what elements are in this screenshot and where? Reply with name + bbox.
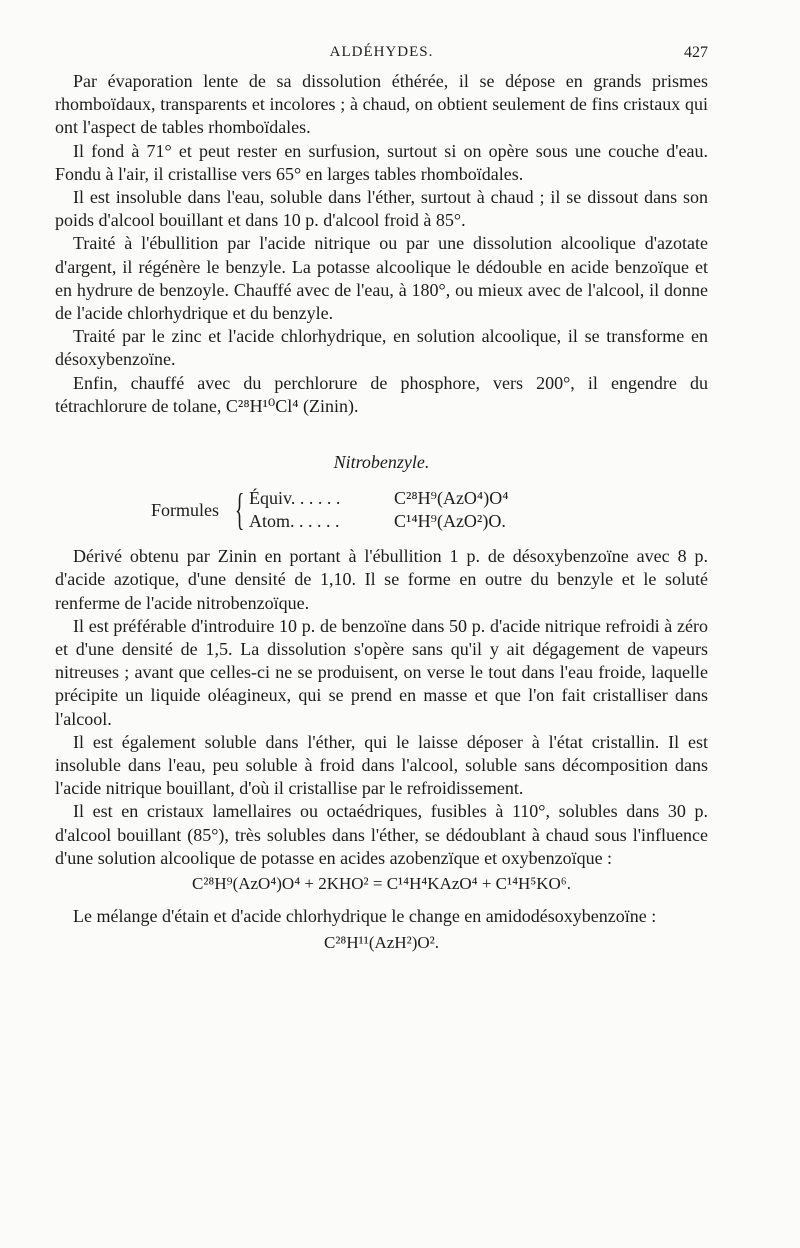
formula-label: Formules: [151, 499, 220, 520]
running-title: ALDÉHYDES.: [329, 44, 434, 60]
body-text: [55, 70, 708, 964]
paragraph: Par évaporation lente de sa dissolution éthérée, il se dépose en grands prismes rhomboïdaux, transparents et incolores ; à chaud, on obtient seulement de fins cristaux qui ont l'aspect de tables rhomboïdales.: [55, 71, 708, 138]
paragraph: Le mélange d'étain et d'acide chlorhydrique le change en amidodésoxybenzoïne :: [73, 906, 657, 927]
paragraph: Il est insoluble dans l'eau, soluble dans l'éther, surtout à chaud ; il se dissout dans son poids d'alcool bouillant et dans 10 p. d'alcool froid à 85°.: [55, 187, 708, 231]
brace-icon: {: [234, 485, 245, 535]
paragraph: Traité à l'ébullition par l'acide nitrique ou par une dissolution alcoolique d'azotate d'argent, il régénère le benzyle. La potasse alcoolique le dédouble en acide benzoïque et en hydrure de benzoyle. Chauffé avec de l'eau, à 180°, ou mieux avec de l'alcool, il donne de l'acide chlorhydrique et du benzyle.: [55, 233, 708, 324]
formula-block: [151, 485, 708, 535]
formula-row-label: Atom. . . . . .: [249, 511, 340, 532]
paragraph: Il est en cristaux lamellaires ou octaédriques, fusibles à 110°, solubles dans 30 p. d'alcool bouillant (85°), très solubles dans l'éther, se dédoublant à chaud sous l'influence d'une solution alcoolique de potasse en acides azobenzïque et oxybenzoïque :: [55, 801, 708, 868]
formula-row-value: C²⁸H⁹(AzO⁴)O⁴: [394, 488, 509, 509]
chemical-formula: C²⁸H¹¹(AzH²)O².: [324, 932, 439, 952]
running-header: [55, 44, 708, 66]
paragraph: Traité par le zinc et l'acide chlorhydrique, en solution alcoolique, il se transforme en désoxybenzoïne.: [55, 326, 708, 370]
formula-row-label: Équiv. . . . . .: [249, 488, 341, 509]
formula-rows: [249, 487, 508, 533]
formula-row-equiv: [249, 487, 508, 510]
paragraph: Dérivé obtenu par Zinin en portant à l'ébullition 1 p. de désoxybenzoïne avec 8 p. d'acide azotique, d'une densité de 1,10. Il se forme en outre du benzyle et le soluté renferme de l'acide nitrobenzoïque.: [55, 546, 708, 613]
paragraph: Il est préférable d'introduire 10 p. de benzoïne dans 50 p. d'acide nitrique refroidi à zéro et d'une densité de 1,5. La dissolution s'opère sans qu'il y ait dégagement de vapeurs nitreuses ; avant que celles-ci ne se produisent, on verse le tout dans l'eau froide, laquelle précipite un liquide oléagineux, qui se prend en masse et que l'on fait cristalliser dans l'alcool.: [55, 615, 708, 729]
formula-row-value: C¹⁴H⁹(AzO²)O.: [394, 511, 506, 532]
formula-row-atom: [249, 510, 508, 533]
paragraph: Enfin, chauffé avec du perchlorure de phosphore, vers 200°, il engendre du tétrachlorure de tolane, C²⁸H¹⁰Cl⁴ (Zinin).: [55, 372, 708, 416]
paragraph: Il fond à 71° et peut rester en surfusion, surtout si on opère sous une couche d'eau. Fondu à l'air, il cristallise vers 65° en larges tables rhomboïdales.: [55, 140, 708, 184]
paragraph: Il est également soluble dans l'éther, qui le laisse déposer à l'état cristallin. Il est insoluble dans l'eau, peu soluble à froid dans l'alcool, soluble sans décomposition dans l'acide nitrique bouillant, d'où il cristallise par le refroidissement.: [55, 731, 708, 799]
page-number: 427: [684, 44, 708, 61]
chemical-equation: C²⁸H⁹(AzO⁴)O⁴ + 2KHO² = C¹⁴H⁴KAzO⁴ + C¹⁴H⁵KO⁶.: [192, 874, 571, 894]
section-heading: Nitrobenzyle.: [333, 452, 430, 473]
